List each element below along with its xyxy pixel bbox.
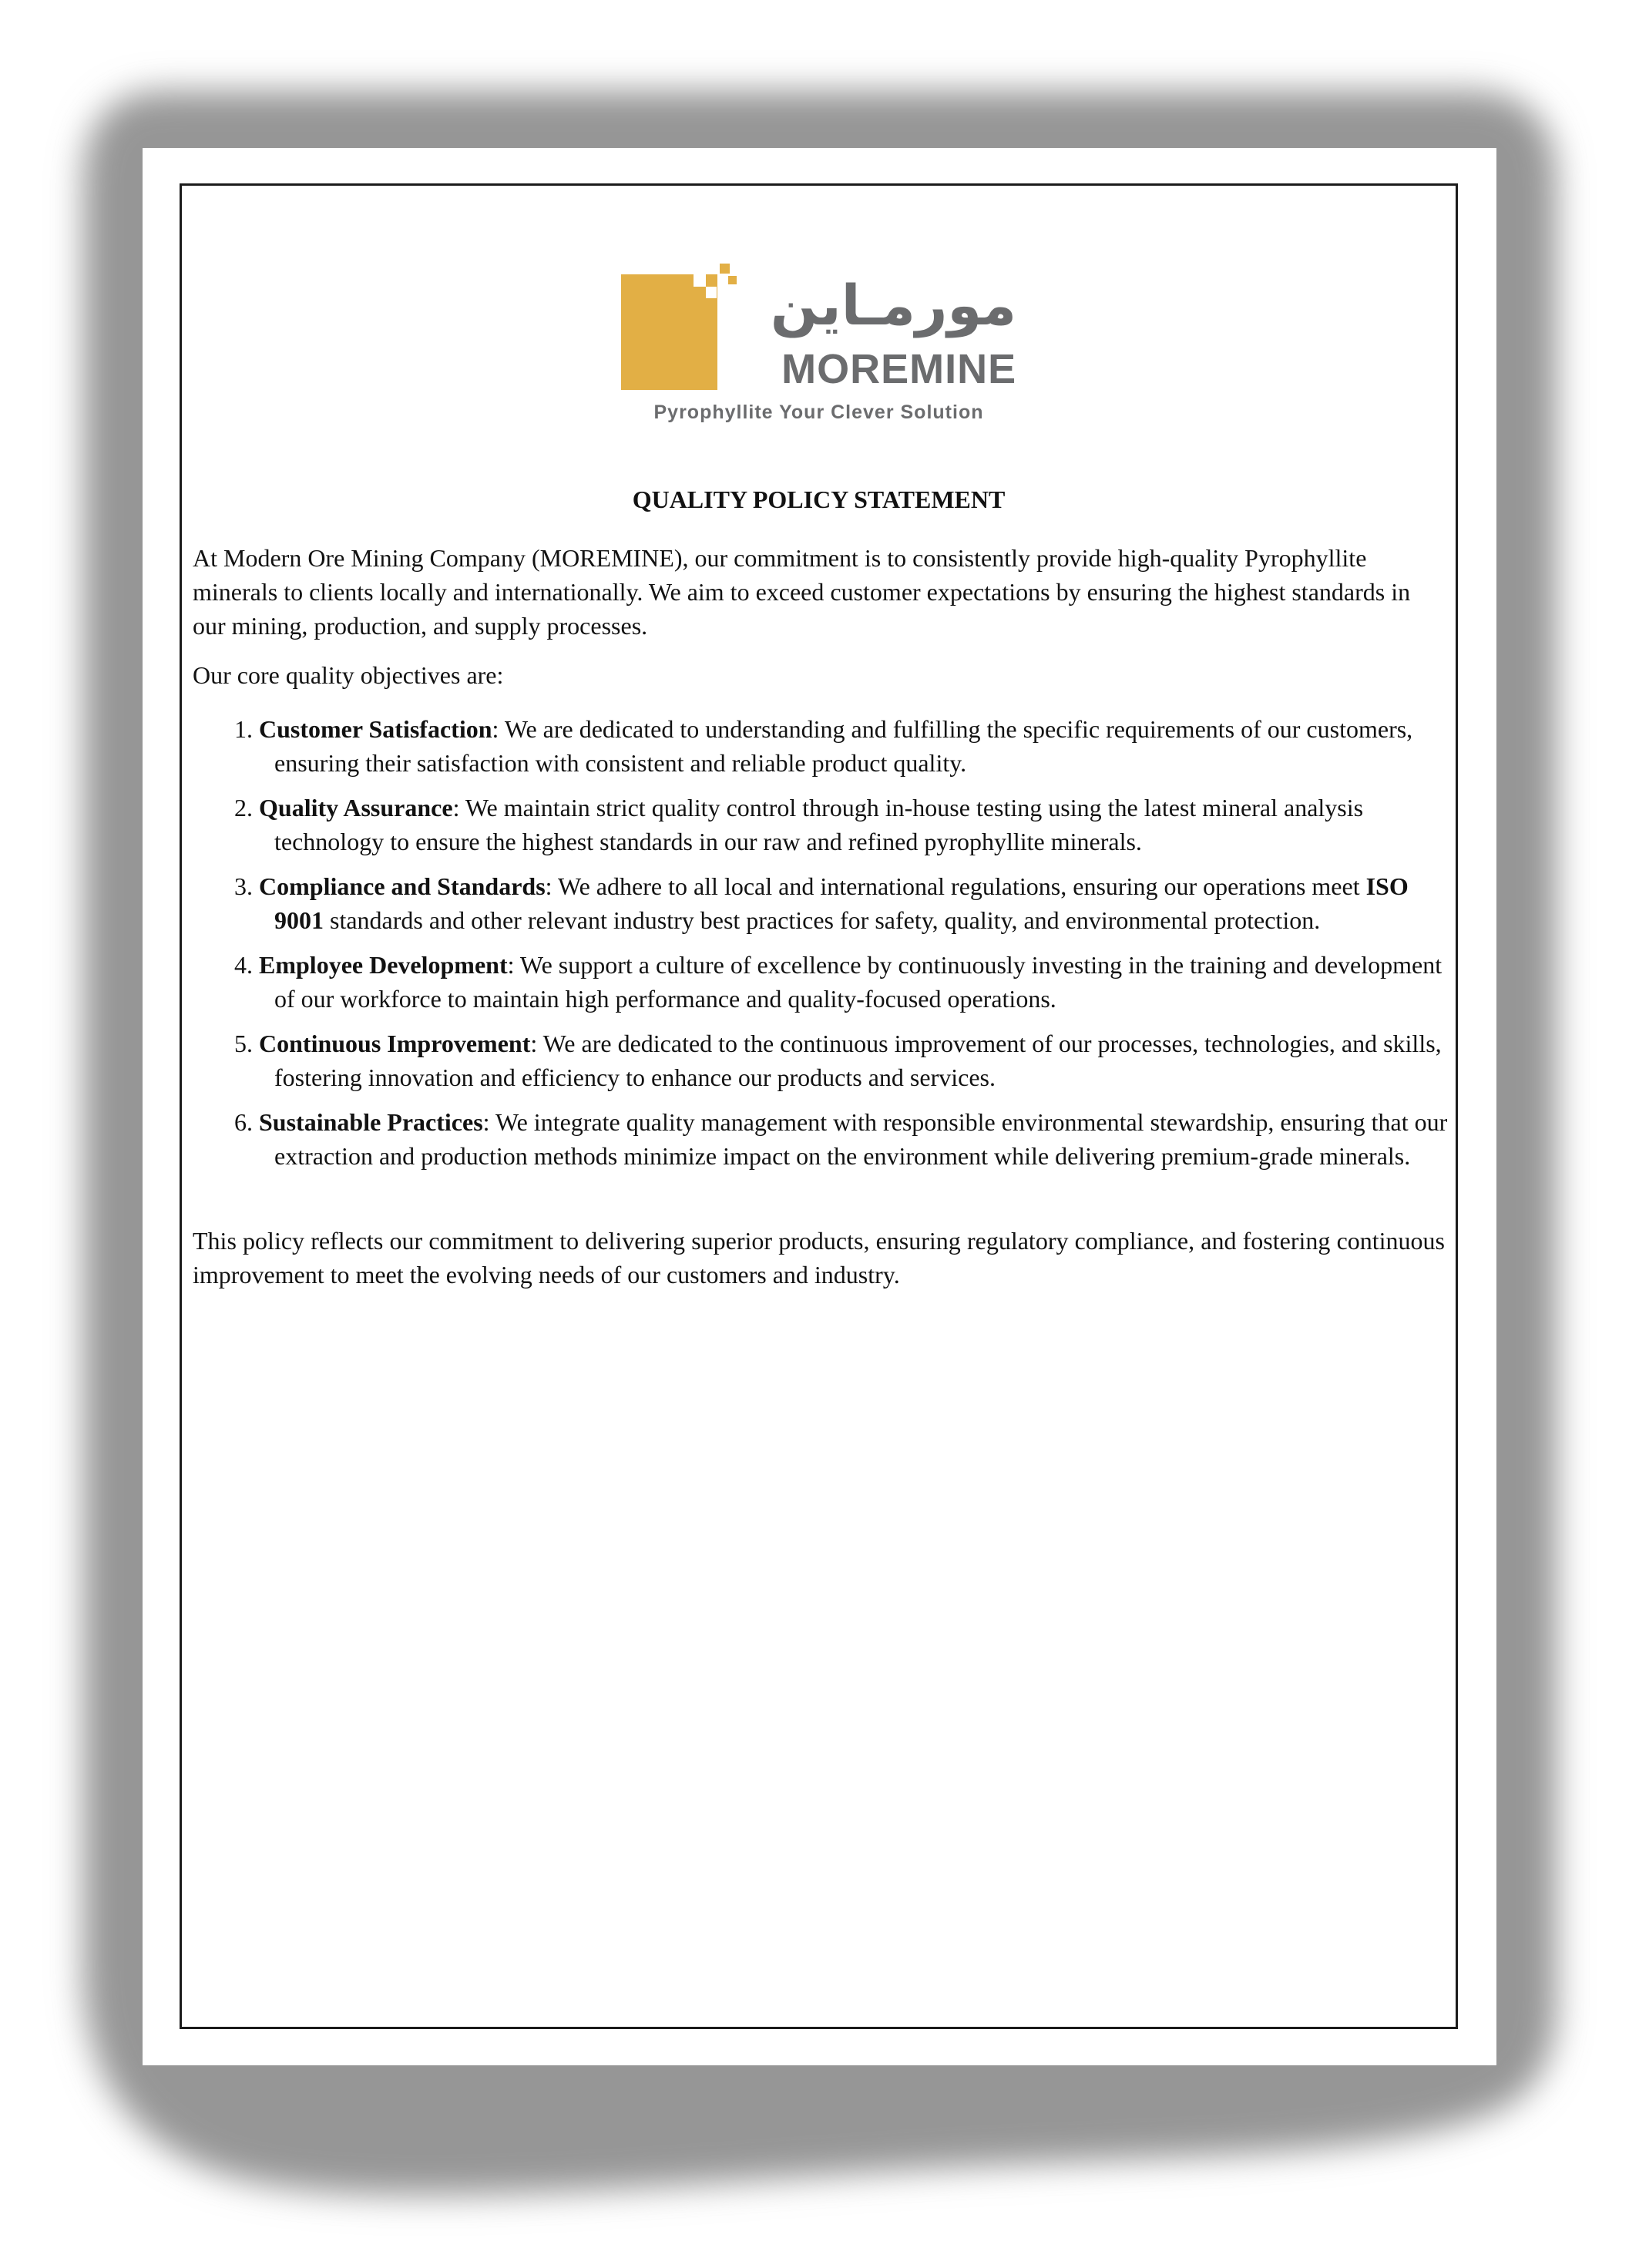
objective-term: Customer Satisfaction [259, 715, 492, 743]
objective-item [193, 1105, 1449, 1173]
objective-text: : We integrate quality management with responsible environmental stewardship, ensuring that our extraction and production methods minimize impact on the environment while delivering premium-grade minerals. [274, 1108, 1448, 1170]
objective-number: 4. [234, 951, 253, 979]
logo-pixel [706, 276, 717, 287]
objective-item [193, 791, 1449, 858]
logo-wordmarks [771, 267, 1016, 390]
objective-number: 6. [234, 1108, 253, 1136]
objective-number: 2. [234, 794, 253, 822]
logo-mark-gold-square [621, 263, 738, 390]
objective-text: : We maintain strict quality control through in-house testing using the latest mineral analysis technology to ensure the highest standards in our raw and refined pyrophyllite minerals. [274, 794, 1364, 855]
objective-bold-text: ISO 9001 [274, 872, 1409, 934]
logo-pixel [720, 264, 730, 274]
company-logo [621, 263, 1016, 422]
document-title: QUALITY POLICY STATEMENT [632, 486, 1006, 513]
logo-pixel-notch [694, 274, 706, 287]
logo-pixel [728, 276, 737, 284]
objective-term: Compliance and Standards [259, 872, 546, 900]
intro-paragraph: At Modern Ore Mining Company (MOREMINE), our commitment is to consistently provide high-quality Pyrophyllite minerals to clients locally and internationally. We aim to exceed customer expectations by ensuring the highest standards in our mining, production, and supply processes. [193, 544, 1411, 640]
objectives-list [193, 712, 1448, 1173]
page-border-frame [180, 183, 1458, 2029]
logo-lockup [621, 263, 1016, 390]
logo-pixel-notch [706, 287, 717, 298]
objective-item [193, 948, 1449, 1016]
objective-text: standards and other relevant industry best practices for safety, quality, and environmental protection. [324, 906, 1321, 934]
paper-page [143, 148, 1496, 2065]
logo-square [621, 274, 717, 390]
objective-item [193, 1026, 1449, 1094]
objective-item [193, 712, 1449, 780]
objective-text: : We are dedicated to understanding and fulfilling the specific requirements of our customers, ensuring their satisfaction with consistent and reliable product quality. [274, 715, 1413, 777]
objective-term: Employee Development [259, 951, 508, 979]
objective-number: 3. [234, 872, 253, 900]
objective-term: Continuous Improvement [259, 1030, 531, 1057]
objective-term: Quality Assurance [259, 794, 453, 822]
closing-paragraph: This policy reflects our commitment to delivering superior products, ensuring regulatory compliance, and fostering continuous improvement to meet the evolving needs of our customers and industry. [193, 1227, 1445, 1289]
objective-item [193, 869, 1449, 937]
objective-text: : We support a culture of excellence by continuously investing in the training and development of our workforce to maintain high performance and quality-focused operations. [274, 951, 1443, 1013]
objective-text: : We are dedicated to the continuous improvement of our processes, technologies, and skills, fostering innovation and efficiency to enhance our products and services. [274, 1030, 1442, 1091]
objectives-lead: Our core quality objectives are: [193, 661, 504, 689]
arabic-wordmark: مورمـاين [770, 273, 1017, 338]
logo-tagline: Pyrophyllite Your Clever Solution [653, 402, 984, 423]
objective-term: Sustainable Practices [259, 1108, 483, 1136]
brand-wordmark: MOREMINE [781, 346, 1017, 392]
objective-number: 1. [234, 715, 253, 743]
objective-number: 5. [234, 1030, 253, 1057]
objective-text: : We adhere to all local and international regulations, ensuring our operations meet [545, 872, 1366, 900]
